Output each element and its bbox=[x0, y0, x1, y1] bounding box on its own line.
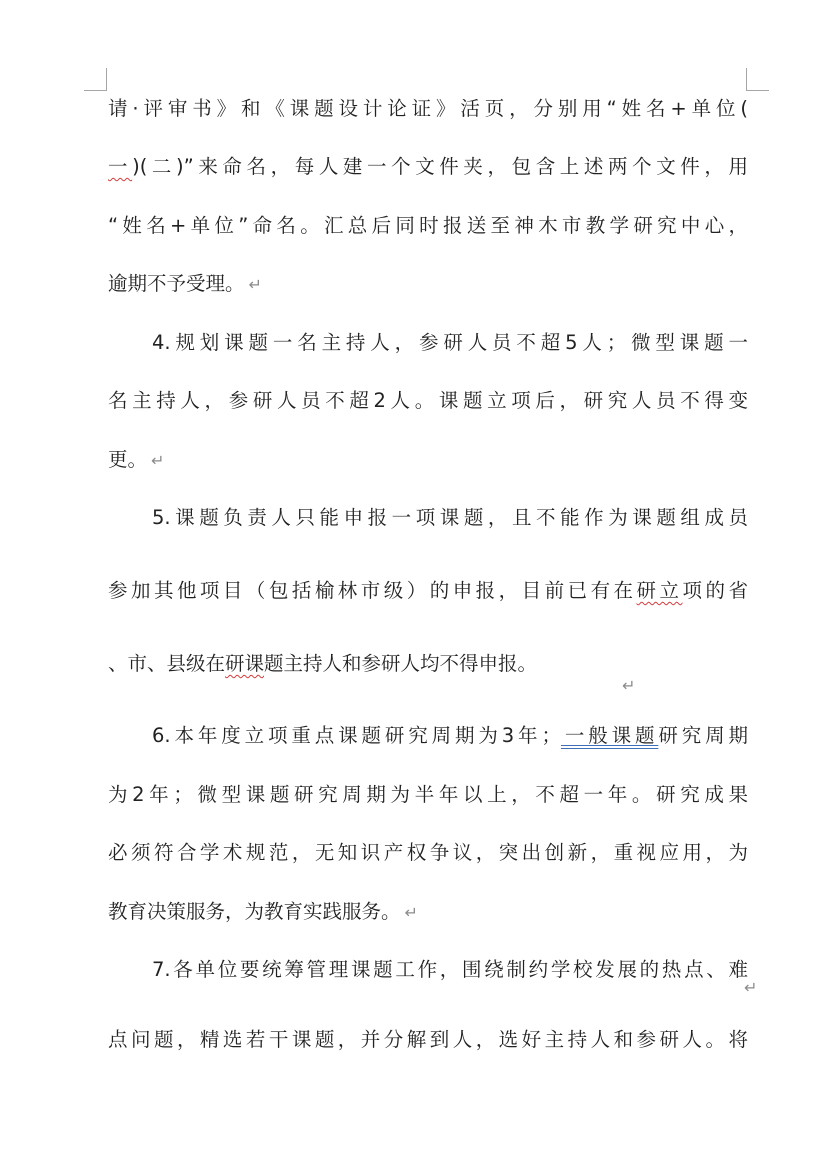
text-line bbox=[152, 504, 748, 532]
text-line bbox=[108, 577, 748, 605]
line-text: )(二)”来命名，每人建一个文件夹，包含上述两个文件，用 bbox=[132, 155, 748, 178]
line-text: 更。 bbox=[108, 448, 148, 471]
line-text: 研究周期 bbox=[658, 724, 748, 747]
line-text: 教育决策服务，为教育实践服务。 bbox=[108, 900, 401, 923]
text-line bbox=[108, 898, 748, 926]
paragraph-mark-icon: ↵ bbox=[151, 451, 165, 470]
text-line bbox=[108, 1026, 748, 1054]
text-line bbox=[108, 153, 748, 181]
text-line bbox=[152, 956, 748, 984]
text-line bbox=[108, 839, 748, 867]
text-line bbox=[152, 329, 748, 357]
line-text: 点问题，精选若干课题，并分解到人，选好主持人和参研人。将 bbox=[108, 1028, 748, 1051]
text-line bbox=[108, 650, 748, 678]
text-line bbox=[108, 95, 748, 123]
text-line bbox=[108, 781, 748, 809]
paragraph-mark-icon: ↵ bbox=[622, 676, 636, 695]
line-text: 7.各单位要统筹管理课题工作，围绕制约学校发展的热点、难 bbox=[152, 958, 748, 981]
paragraph-mark-icon: ↵ bbox=[404, 903, 418, 922]
text-line bbox=[108, 387, 748, 415]
crop-mark-top-right bbox=[746, 68, 769, 91]
text-line bbox=[108, 270, 748, 298]
line-text: 请·评审书》和《课题设计论证》活页，分别用“姓名+单位( bbox=[108, 97, 748, 120]
line-text: “姓名+单位”命名。汇总后同时报送至神木市教学研究中心， bbox=[108, 214, 748, 237]
line-text: 为2年；微型课题研究周期为半年以上，不超一年。研究成果 bbox=[108, 783, 748, 806]
line-text: 逾期不予受理。 bbox=[108, 272, 245, 295]
text-line bbox=[108, 212, 748, 240]
grammar-flag[interactable]: 一般课题 bbox=[560, 724, 659, 747]
spelling-flag[interactable]: 研立 bbox=[636, 579, 683, 602]
line-text: 5.课题负责人只能申报一项课题，且不能作为课题组成员 bbox=[152, 506, 748, 529]
line-text: 6.本年度立项重点课题研究周期为3年； bbox=[152, 724, 561, 747]
paragraph-mark-icon: ↵ bbox=[248, 275, 262, 294]
line-text: 必须符合学术规范，无知识产权争议，突出创新，重视应用，为 bbox=[108, 841, 748, 864]
spelling-flag[interactable]: 研课 bbox=[225, 652, 265, 675]
line-text: 名主持人，参研人员不超2人。课题立项后，研究人员不得变 bbox=[108, 389, 748, 412]
line-text: 题主持人和参研人均不得申报。 bbox=[264, 652, 538, 675]
line-text: 参加其他项目（包括榆林市级）的申报，目前已有在 bbox=[108, 579, 637, 602]
text-line bbox=[152, 722, 748, 750]
line-text: 4.规划课题一名主持人，参研人员不超5人；微型课题一 bbox=[152, 331, 748, 354]
crop-mark-top-left bbox=[84, 68, 107, 91]
text-line bbox=[108, 446, 748, 474]
paragraph-mark-icon: ↵ bbox=[744, 978, 758, 997]
spelling-flag[interactable]: 一 bbox=[108, 155, 133, 178]
line-text: 项的省 bbox=[682, 579, 748, 602]
line-text: 、市、县级在 bbox=[108, 652, 226, 675]
